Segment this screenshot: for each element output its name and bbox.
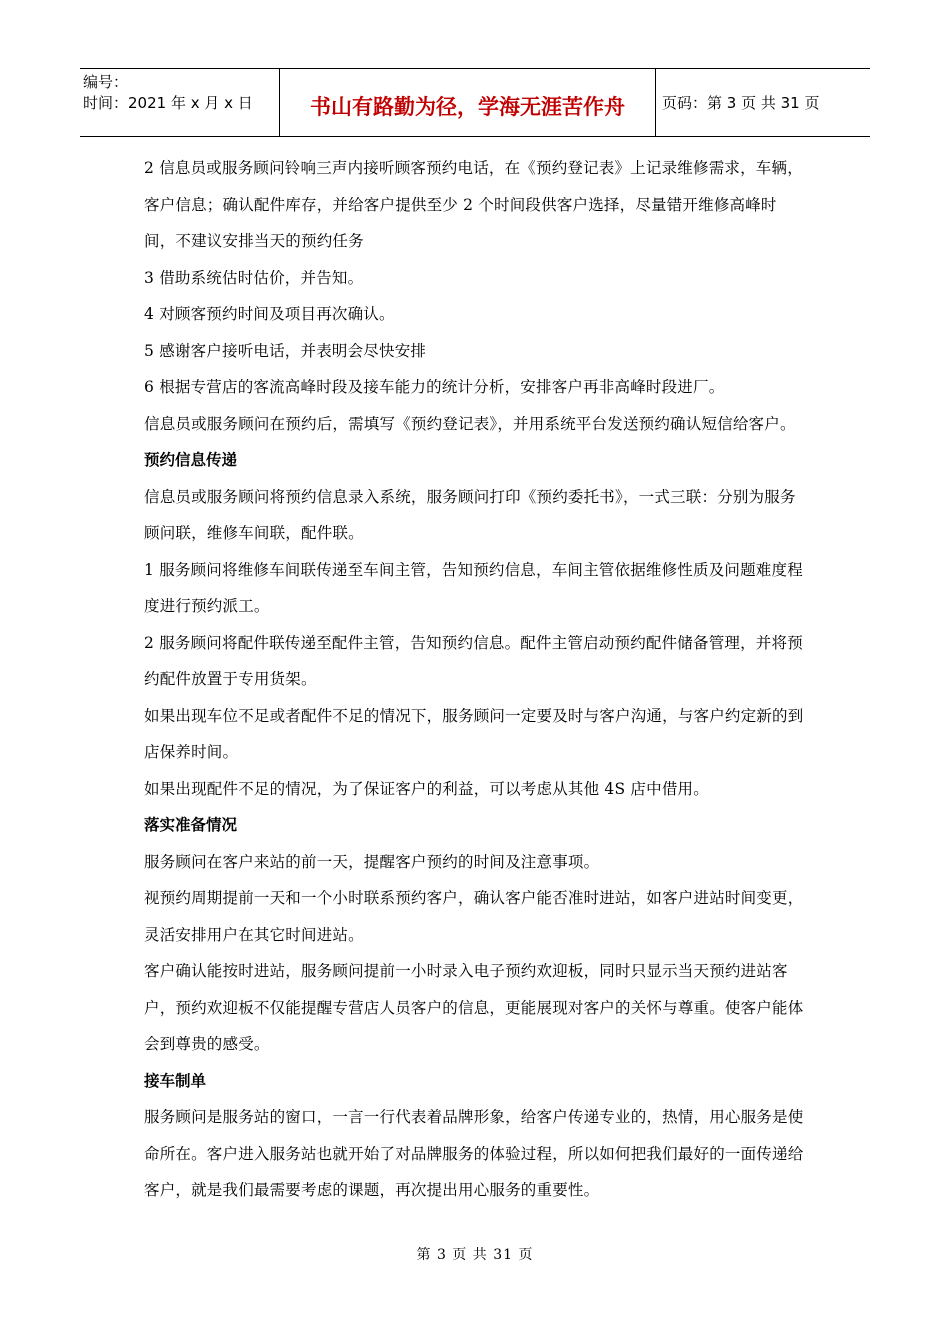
paragraph: 2 信息员或服务顾问铃响三声内接听顾客预约电话，在《预约登记表》上记录维修需求，车辆，客户信息；确认配件库存，并给客户提供至少 2 个时间段供客户选择，尽量错开维修高峰时间，不建议安排当天的预约任务 [144, 159, 803, 250]
document-header [80, 68, 870, 137]
section-heading: 落实准备情况 [144, 816, 238, 834]
section-heading: 预约信息传递 [144, 451, 238, 469]
paragraph: 5 感谢客户接听电话，并表明会尽快安排 [144, 341, 427, 360]
paragraph: 6 根据专营店的客流高峰时段及接车能力的统计分析，安排客户再非高峰时段进厂。 [144, 378, 725, 396]
paragraph: 信息员或服务顾问将预约信息录入系统，服务顾问打印《预约委托书》，一式三联：分别为服务顾问联，维修车间联，配件联。 [144, 487, 796, 542]
paragraph: 视预约周期提前一天和一个小时联系预约客户，确认客户能否准时进站，如客户进站时间变更，灵活安排用户在其它时间进站。 [144, 889, 804, 944]
paragraph: 服务顾问是服务站的窗口，一言一行代表着品牌形象，给客户传递专业的，热情，用心服务是使命所在。客户进入服务站也就开始了对品牌服务的体验过程，所以如何把我们最好的一面传递给客户，就是我们最需要考虑的课题，再次提出用心服务的重要性。 [144, 1108, 804, 1199]
paragraph: 4 对顾客预约时间及项目再次确认。 [144, 305, 395, 323]
section-heading: 接车制单 [144, 1071, 207, 1090]
paragraph: 1 服务顾问将维修车间联传递至车间主管，告知预约信息，车间主管依据维修性质及问题难度程度进行预约派工。 [144, 560, 803, 615]
document-time-label: 时间：2021 年 x 月 x 日 [83, 94, 253, 112]
paragraph: 如果出现车位不足或者配件不足的情况下，服务顾问一定要及时与客户沟通，与客户约定新的到店保养时间。 [144, 706, 804, 761]
paragraph: 客户确认能按时进站，服务顾问提前一小时录入电子预约欢迎板，同时只显示当天预约进站客户，预约欢迎板不仅能提醒专营店人员客户的信息，更能展现对客户的关怀与尊重。使客户能体会到尊贵的感受。 [144, 962, 804, 1053]
header-meta-cell [80, 69, 280, 136]
paragraph: 3 借助系统估时估价，并告知。 [144, 268, 364, 287]
paragraph: 信息员或服务顾问在预约后，需填写《预约登记表》，并用系统平台发送预约确认短信给客户。 [144, 414, 796, 433]
document-body [144, 150, 804, 1209]
paragraph: 如果出现配件不足的情况，为了保证客户的利益，可以考虑从其他 4S 店中借用。 [144, 779, 709, 798]
paragraph: 2 服务顾问将配件联传递至配件主管，告知预约信息。配件主管启动预约配件储备管理，并将预约配件放置于专用货架。 [144, 633, 803, 688]
header-page-info: 页码：第 3 页 共 31 页 [662, 94, 820, 112]
paragraph: 服务顾问在客户来站的前一天，提醒客户预约的时间及注意事项。 [144, 852, 600, 871]
document-number-label: 编号： [83, 73, 129, 91]
header-motto: 书山有路勤为径，学海无涯苦作舟 [280, 69, 656, 136]
page-footer: 第 3 页 共 31 页 [416, 1247, 534, 1263]
